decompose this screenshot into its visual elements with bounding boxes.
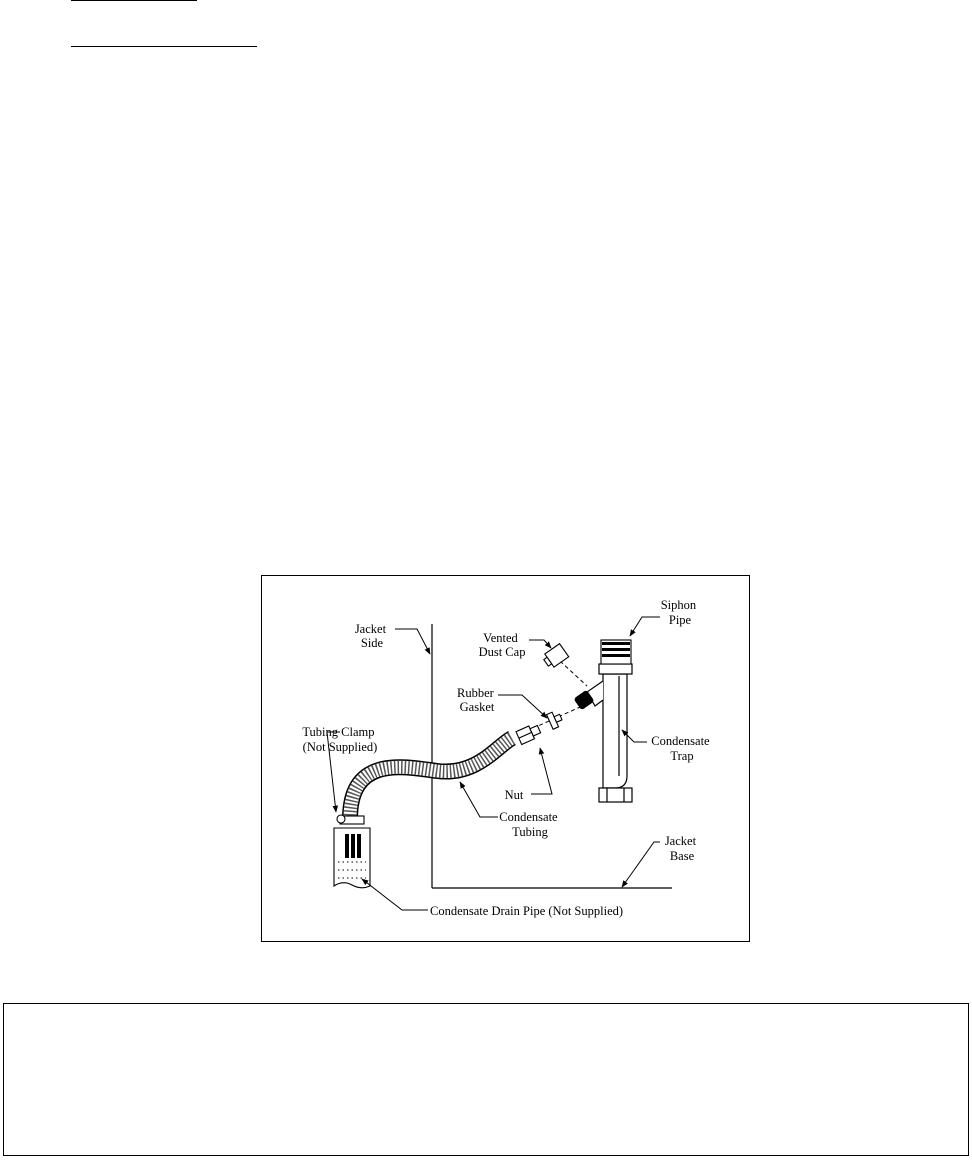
label-condensate-trap: Condensate Trap: [651, 734, 710, 763]
heading-underline-1: [71, 0, 197, 1]
label-condensate-tubing: Condensate Tubing: [499, 810, 558, 839]
figure-drawing: [262, 576, 751, 943]
label-jacket-base: Jacket Base: [664, 834, 697, 863]
label-condensate-drain-pipe: Condensate Drain Pipe (Not Supplied): [430, 904, 624, 918]
condensate-drain-pipe: [334, 828, 370, 888]
cap-axis: [560, 661, 587, 686]
tubing-clamp: [337, 815, 364, 824]
label-nut: Nut: [504, 788, 524, 802]
condensate-trap: [573, 664, 632, 802]
label-jacket-side: Jacket Side: [354, 622, 387, 650]
siphon-pipe: [601, 640, 631, 664]
heading-underline-2: [71, 46, 257, 47]
condensate-trap-figure: [261, 575, 750, 942]
label-siphon-pipe: Siphon Pipe: [660, 598, 697, 627]
vented-dust-cap: [542, 644, 569, 670]
note-box: [3, 1003, 969, 1156]
label-rubber-gasket: Rubber Gasket: [457, 686, 495, 714]
label-tubing-clamp: Tubing Clamp (Not Supplied): [302, 725, 378, 754]
rubber-gasket: [547, 710, 564, 729]
nut: [516, 723, 542, 745]
label-vented-dust-cap: Vented Dust Cap: [478, 631, 526, 659]
